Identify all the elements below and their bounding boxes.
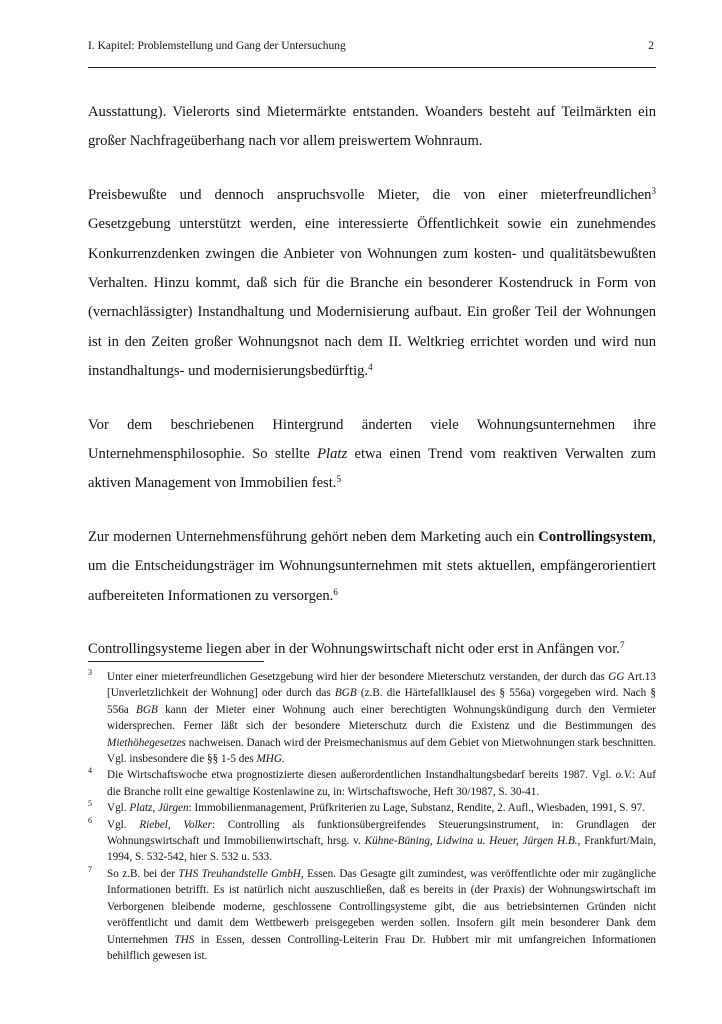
running-header: [88, 38, 656, 54]
footnote-italic: Platz, Jürgen: [129, 802, 189, 815]
footnote-italic: THS Treuhandstelle GmbH: [178, 867, 301, 880]
footnote-text: Vgl.: [107, 802, 130, 815]
footnotes: [88, 669, 656, 964]
footnote-ref-5[interactable]: 5: [336, 474, 341, 485]
footnote-italic: Miethöhegesetzes: [107, 736, 186, 749]
footnote-mark: 7: [88, 864, 92, 874]
paragraph-1-text: Ausstattung). Vielerorts sind Mietermärkte entstanden. Woanders besteht auf Teilmärkten ein großer Nachfrageüberhang nach vor allem preiswertem Wohnraum.: [88, 104, 656, 150]
footnote-ref-3[interactable]: 3: [651, 185, 656, 196]
footnote-italic: BGB: [136, 703, 158, 716]
footnote-italic: Riebel, Volker: [139, 818, 212, 831]
paragraph-2-text-a: Preisbewußte und dennoch anspruchsvolle Mieter, die von einer mieterfreundlichen: [88, 186, 652, 203]
footnote-ref-4[interactable]: 4: [368, 362, 373, 373]
footnote-mark: 4: [88, 766, 92, 776]
footnote-mark: 3: [88, 668, 92, 677]
footnote-italic: Kühne-Büning, Lidwina u. Heuer, Jürgen H.B.: [364, 835, 578, 848]
footnote-italic: o.V.: [615, 769, 633, 782]
paragraph-3: [88, 411, 656, 499]
paragraph-5-text: Controllingsysteme liegen aber in der Wohnungswirtschaft nicht oder erst in Anfängen vor.: [88, 641, 620, 658]
paragraph-4: [88, 523, 656, 611]
footnote-italic: MHG.: [256, 753, 285, 766]
paragraph-3-text-b: etwa einen Trend vom reaktiven Verwalten zum aktiven Management von Immobilien fest.: [88, 446, 656, 492]
footnote-ref-6[interactable]: 6: [333, 586, 338, 597]
paragraph-4-text-a: Zur modernen Unternehmensführung gehört neben dem Marketing auch ein: [88, 528, 539, 545]
footnote-text: Vgl.: [107, 818, 140, 831]
footnote-italic: BGB: [334, 687, 357, 700]
footnote-text: : Immobilienmanagement, Prüfkriterien zu Lage, Substanz, Rendite, 2. Aufl., Wiesbaden, 1991, S. 97.: [188, 802, 646, 815]
footnote-text: : Controlling als funktionsübergreifendes Steuerungsinstrument, in: Grundlagen der Wohnungswirtschaft und Immobilienwirtschaft, hrsg. v.: [107, 818, 657, 848]
footnote-text: Unter einer mieterfreundlichen Gesetzgebung wird hier der besondere Mieterschutz verstanden, der durch das: [107, 671, 609, 683]
footnote-7: [88, 866, 656, 964]
footnote-text: , Frankfurt/Main, 1994, S. 532-542, hier S. 532 u. 533.: [107, 835, 656, 864]
term-controllingsystem: Controllingsystem: [538, 528, 653, 545]
footnote-text: Die Wirtschaftswoche etwa prognostizierte diesen außerordentlichen Instandhaltungsbedarf bereits 1987. Vgl.: [107, 769, 616, 782]
footnote-italic: GG: [608, 671, 625, 683]
footnote-text: So z.B. bei der: [107, 867, 179, 880]
page-number: 2: [648, 40, 654, 52]
footnote-4: [88, 767, 656, 800]
footnote-6: [88, 817, 656, 866]
footnote-text: in Essen, dessen Controlling-Leiterin Frau Dr. Hubbert mir mit umfangreichen Informationen behilflich gewesen ist.: [107, 933, 657, 962]
footnote-separator: [88, 661, 264, 662]
footnote-3: [88, 669, 656, 767]
paragraph-1: [88, 98, 656, 157]
footnote-mark: 6: [88, 815, 92, 825]
footnote-text: Art.13 [Unverletzlichkeit der Wohnung] oder durch das: [107, 671, 656, 700]
footnote-ref-7[interactable]: 7: [619, 640, 625, 651]
body-text: [88, 98, 656, 665]
footnote-5: [88, 800, 656, 816]
footnote-text: kann der Mieter einer Wohnung auch einer berechtigten Wohnungskündigung durch den Vermieter widersprechen. Ferner läßt sich der besondere Mieterschutz durch die Existenz und die Bestimmungen des: [107, 703, 657, 733]
chapter-title: I. Kapitel: Problemstellung und Gang der Untersuchung: [88, 40, 346, 52]
footnote-text: (z.B. die Härtefallklausel des § 556a) vorgegeben wird. Nach § 556a: [107, 687, 656, 716]
paragraph-2: [88, 181, 656, 387]
footnote-text: nachweisen. Danach wird der Preismechanismus auf dem Gebiet von Mietwohnungen stark beschnitten. Vgl. insbesondere die §§ 1-5 des: [107, 736, 656, 766]
paragraph-2-text-b: Gesetzgebung unterstützt werden, eine interessierte Öffentlichkeit sowie ein zunehmendes Konkurrenzdenken zwingen die Anbieter von Wohnungen zum kosten- und qualitätsbewußten Verhalten. Hinzu kommt, daß sich für die Branche ein besonderer Kostendruck in Form von (vernachlässigter) Instandhaltung und Modernisierung aufbaut. Ein großer Teil der Wohnungen ist in den Zeiten großer Wohnungsnot nach dem II. Weltkrieg errichtet worden und wird nun instandhaltungs- und modernisierungsbedürftig.: [88, 216, 656, 380]
author-name-platz: Platz: [317, 446, 348, 463]
header-rule: [88, 67, 656, 68]
footnote-italic: THS: [174, 933, 195, 946]
footnote-text: , Essen. Das Gesagte gilt zumindest, was veröffentlichte oder mir zugängliche Informationen betrifft. Es ist natürlich nicht auszuschließen, daß es bereits in (der Praxis) der Wohnungswirtschaft im Verborgenen bleibende moderne, geschlossene Controllingsysteme gibt, die aus betriebsinternen Gründen nicht veröffentlicht und damit dem Wettbewerb preisgegeben werden sollen. Insofern gilt mein besonderer Dank dem Unternehmen: [107, 867, 656, 946]
footnote-mark: 5: [88, 799, 92, 809]
paragraph-4-text-b: , um die Entscheidungsträger im Wohnungsunternehmen mit stets aktuellen, empfängerorientiert aufbereiteten Informationen zu versorgen.: [88, 528, 656, 604]
paragraph-3-text-a: Vor dem beschriebenen Hintergrund änderten viele Wohnungsunternehmen ihre Unternehmensphilosophie. So stellte: [88, 416, 656, 463]
footnote-text: : Auf die Branche rollt eine gewaltige Kostenlawine zu, in: Wirtschaftswoche, Heft 30/1987, S. 30-41.: [107, 769, 656, 798]
